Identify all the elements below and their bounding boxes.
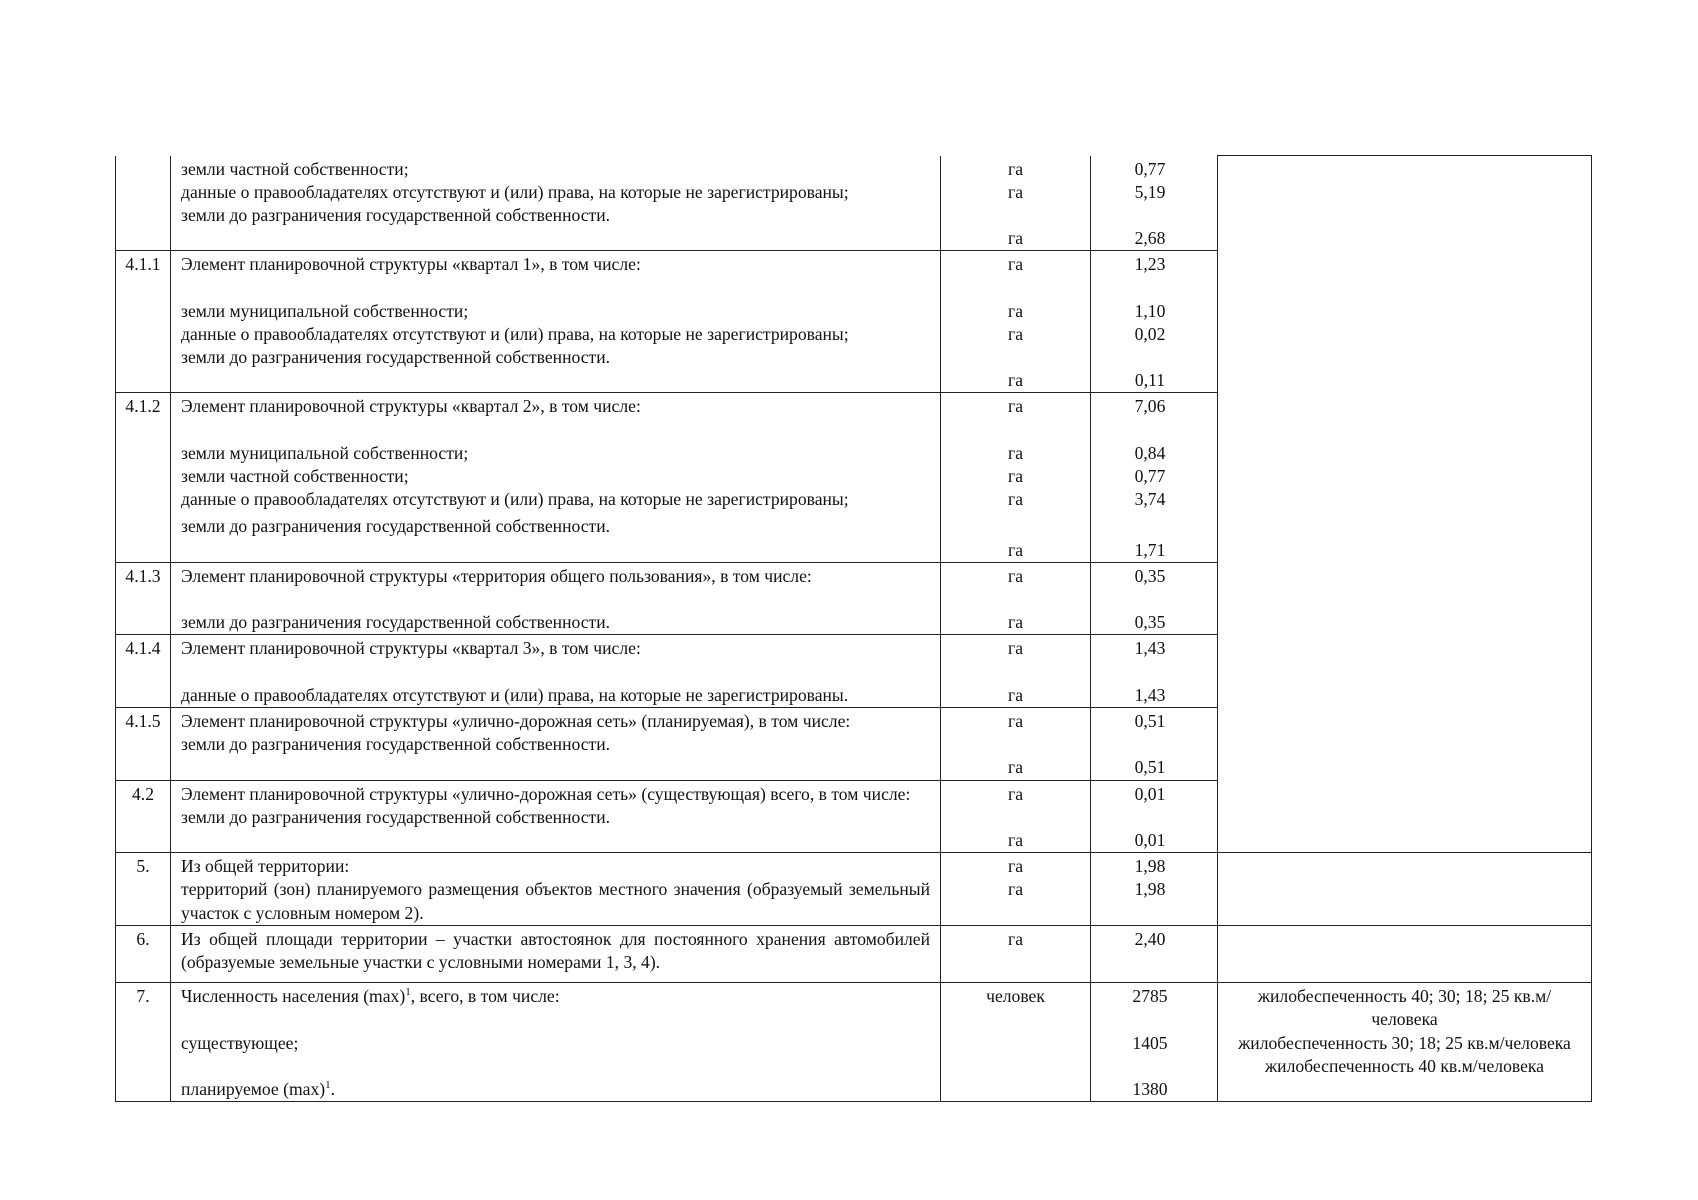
footnote-mark: 1 [405, 986, 411, 999]
value-cell: 1,43 [1134, 638, 1166, 659]
row-description [171, 853, 941, 926]
description-line: Численность населения $(\max)^1$, всего, в том числе: [181, 986, 560, 1007]
unit-cell: га [1007, 565, 1024, 586]
row-description [171, 393, 941, 562]
row-description [171, 780, 941, 853]
value-cell: 1,43 [1134, 684, 1166, 705]
note-text: жилобеспеченность 30; 18; 25 кв.м/человека [1238, 1032, 1571, 1053]
row-number: 4.1.3 [116, 562, 171, 635]
description-line: Из общей площади территории – участки автостоянок для постоянного хранения автомобилей (образуемые земельные участки с условными номерами 1, 3, 4). [181, 928, 930, 973]
value-cell: 1,71 [1134, 539, 1166, 560]
value-cell: 7,06 [1134, 396, 1166, 417]
description-line: земли до разграничения государственной собственности. [181, 347, 611, 368]
unit-cell: га [1007, 879, 1024, 900]
value-cell: 2785 [1132, 986, 1168, 1007]
description-line: данные о правообладателях отсутствуют и (или) права, на которые не зарегистрированы. [181, 684, 849, 705]
value-cell: 0,01 [1134, 783, 1166, 804]
value-cell: 0,35 [1134, 612, 1166, 633]
row-number: 4.2 [116, 780, 171, 853]
value-cell: 2,68 [1134, 228, 1166, 249]
table-row [116, 853, 1592, 926]
row-number: 7. [116, 983, 171, 1102]
description-line: земли муниципальной собственности; [181, 442, 469, 463]
row-number: 4.1.5 [116, 708, 171, 781]
unit-cell: га [1007, 783, 1024, 804]
unit-cell: га [1007, 442, 1024, 463]
value-cell: 0,84 [1134, 442, 1166, 463]
unit-cell: га [1007, 539, 1024, 560]
unit-cell: га [1007, 228, 1024, 249]
unit-cell: га [1007, 323, 1024, 344]
row-description [171, 925, 941, 982]
value-cell: 3,74 [1134, 489, 1166, 510]
description-line: Элемент планировочной структуры «квартал 2», в том числе: [181, 396, 641, 417]
description-line: Элемент планировочной структуры «территория общего пользования», в том числе: [181, 565, 812, 586]
value-cell: 1380 [1132, 1079, 1168, 1100]
row-description [171, 156, 941, 251]
row-value [1091, 156, 1218, 251]
unit-cell: га [1007, 928, 1024, 949]
row-unit [941, 156, 1091, 251]
row-note [1218, 853, 1592, 926]
unit-cell: га [1007, 711, 1024, 732]
description-line: данные о правообладателях отсутствуют и (или) права, на которые не зарегистрированы; [181, 489, 849, 510]
description-line: существующее; [181, 1032, 299, 1053]
row-number: 4.1.4 [116, 635, 171, 708]
row-unit [941, 708, 1091, 781]
row-number [116, 156, 171, 251]
value-cell: 0,51 [1134, 711, 1166, 732]
table-row [116, 983, 1592, 1102]
unit-cell: га [1007, 466, 1024, 487]
row-value [1091, 562, 1218, 635]
unit-cell: га [1007, 396, 1024, 417]
value-cell: 0,11 [1134, 370, 1166, 391]
land-balance-table [115, 155, 1592, 1102]
value-cell: 5,19 [1134, 181, 1166, 202]
row-value [1091, 393, 1218, 562]
row-number: 4.1.2 [116, 393, 171, 562]
row-unit [941, 925, 1091, 982]
row-value [1091, 780, 1218, 853]
description-line: территорий (зон) планируемого размещения объектов местного значения (образуемый земельный участок с условным номером 2). [181, 879, 930, 923]
row-value [1091, 853, 1218, 926]
description-line: Элемент планировочной структуры «улично-дорожная сеть» (планируемая), в том числе: [181, 711, 851, 732]
row-unit [941, 251, 1091, 393]
description-line: земли до разграничения государственной собственности. [181, 734, 611, 755]
description-line: земли частной собственности; [181, 466, 409, 487]
description-line: Элемент планировочной структуры «квартал 1», в том числе: [181, 254, 641, 275]
value-cell: 0,51 [1134, 757, 1166, 778]
row-value [1091, 925, 1218, 982]
row-value [1091, 251, 1218, 393]
row-description [171, 983, 941, 1102]
value-cell: 1,23 [1134, 254, 1166, 275]
unit-cell: га [1007, 489, 1024, 510]
row-unit [941, 780, 1091, 853]
row-description [171, 635, 941, 708]
value-cell: 1405 [1132, 1032, 1168, 1053]
description-line: Элемент планировочной структуры «улично-дорожная сеть» (существующая) всего, в том числе: [181, 783, 911, 804]
unit-cell: га [1007, 612, 1024, 633]
row-value [1091, 983, 1218, 1102]
description-line: земли до разграничения государственной собственности. [181, 806, 611, 827]
row-description [171, 708, 941, 781]
value-cell: 1,98 [1134, 856, 1166, 877]
row-unit [941, 853, 1091, 926]
description-line: планируемое $(\max)^1$. [181, 1079, 336, 1100]
unit-cell: га [1007, 370, 1024, 391]
row-number: 6. [116, 925, 171, 982]
description-line: данные о правообладателях отсутствуют и (или) права, на которые не зарегистрированы; [181, 181, 849, 202]
row-value [1091, 635, 1218, 708]
row-description [171, 562, 941, 635]
value-cell: 0,02 [1134, 323, 1166, 344]
row-value [1091, 708, 1218, 781]
unit-cell: человек [986, 986, 1045, 1007]
description-line: земли до разграничения государственной собственности. [181, 612, 611, 633]
value-cell: 2,40 [1134, 928, 1166, 949]
row-note [1218, 156, 1592, 853]
description-line: земли до разграничения государственной собственности. [181, 204, 611, 225]
value-cell: 1,98 [1134, 879, 1166, 900]
value-cell: 0,01 [1134, 830, 1166, 851]
unit-cell: га [1007, 856, 1024, 877]
description-line: земли частной собственности; [181, 158, 409, 179]
table-row [116, 156, 1592, 251]
row-description [171, 251, 941, 393]
unit-cell: га [1007, 254, 1024, 275]
row-unit [941, 635, 1091, 708]
row-unit [941, 983, 1091, 1102]
value-cell: 0,35 [1134, 565, 1166, 586]
table-row [116, 925, 1592, 982]
unit-cell: га [1007, 181, 1024, 202]
unit-cell: га [1007, 830, 1024, 851]
description-line: Элемент планировочной структуры «квартал 3», в том числе: [181, 638, 641, 659]
row-number: 5. [116, 853, 171, 926]
row-unit [941, 562, 1091, 635]
unit-cell: га [1007, 158, 1024, 179]
row-number: 4.1.1 [116, 251, 171, 393]
description-line: Из общей территории: [181, 856, 350, 877]
note-text: жилобеспеченность 40; 30; 18; 25 кв.м/человека [1257, 986, 1552, 1030]
description-line: данные о правообладателях отсутствуют и (или) права, на которые не зарегистрированы; [181, 323, 849, 344]
unit-cell: га [1007, 757, 1024, 778]
row-note [1218, 925, 1592, 982]
footnote-mark: 1 [325, 1079, 331, 1092]
note-text: жилобеспеченность 40 кв.м/человека [1265, 1055, 1544, 1076]
value-cell: 1,10 [1134, 300, 1166, 321]
description-line: земли до разграничения государственной собственности. [181, 516, 611, 537]
row-note [1218, 983, 1592, 1102]
row-unit [941, 393, 1091, 562]
unit-cell: га [1007, 684, 1024, 705]
description-line: земли муниципальной собственности; [181, 300, 469, 321]
unit-cell: га [1007, 300, 1024, 321]
unit-cell: га [1007, 638, 1024, 659]
value-cell: 0,77 [1134, 158, 1166, 179]
value-cell: 0,77 [1134, 466, 1166, 487]
